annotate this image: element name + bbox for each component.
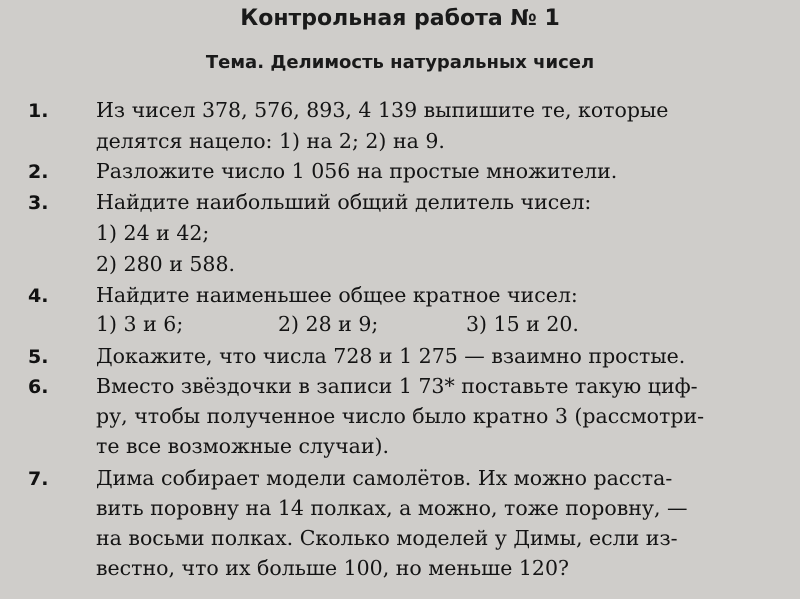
problem-line: Найдите наибольший общий делитель чисел: bbox=[96, 190, 592, 214]
answer-option: 2) 28 и 9; bbox=[278, 312, 379, 336]
problem-number: 6. bbox=[28, 376, 49, 398]
problem-line: Докажите, что числа 728 и 1 275 — взаимно простые. bbox=[96, 344, 686, 368]
topic-text: Делимость натуральных чисел bbox=[270, 52, 595, 73]
page-title: Контрольная работа № 1 bbox=[240, 6, 560, 31]
problem-line: вить поровну на 14 полках, а можно, тоже поровну, — bbox=[96, 496, 688, 520]
problem-line: те все возможные случаи). bbox=[96, 434, 390, 458]
problem-line: Дима собирает модели самолётов. Их можно расста- bbox=[96, 466, 673, 490]
answer-option: 1) 3 и 6; bbox=[96, 312, 184, 336]
problem-line: Из чисел 378, 576, 893, 4 139 выпишите те, которые bbox=[96, 98, 669, 122]
problem-line: ру, чтобы полученное число было кратно 3 (рассмотри- bbox=[96, 404, 705, 428]
problem-line: 2) 280 и 588. bbox=[96, 252, 236, 276]
problem-number: 3. bbox=[28, 192, 49, 214]
topic-lead: Тема. bbox=[205, 52, 265, 73]
problem-line: Разложите число 1 056 на простые множители. bbox=[96, 159, 618, 183]
answer-option: 3) 15 и 20. bbox=[466, 312, 579, 336]
problem-number: 1. bbox=[28, 100, 49, 122]
problem-number: 7. bbox=[28, 468, 49, 490]
problem-line: Найдите наименьшее общее кратное чисел: bbox=[96, 283, 578, 307]
problem-line: Вместо звёздочки в записи 1 73* поставьте такую циф- bbox=[96, 374, 698, 398]
problem-line: 1) 24 и 42; bbox=[96, 221, 210, 245]
problem-line: на восьми полках. Сколько моделей у Димы, если из- bbox=[96, 526, 678, 550]
problem-number: 5. bbox=[28, 346, 49, 368]
problem-line: делятся нацело: 1) на 2; 2) на 9. bbox=[96, 129, 445, 153]
topic-line bbox=[0, 52, 800, 73]
problem-number: 2. bbox=[28, 161, 49, 183]
problem-line: вестно, что их больше 100, но меньше 120? bbox=[96, 556, 570, 580]
problem-number: 4. bbox=[28, 285, 49, 307]
